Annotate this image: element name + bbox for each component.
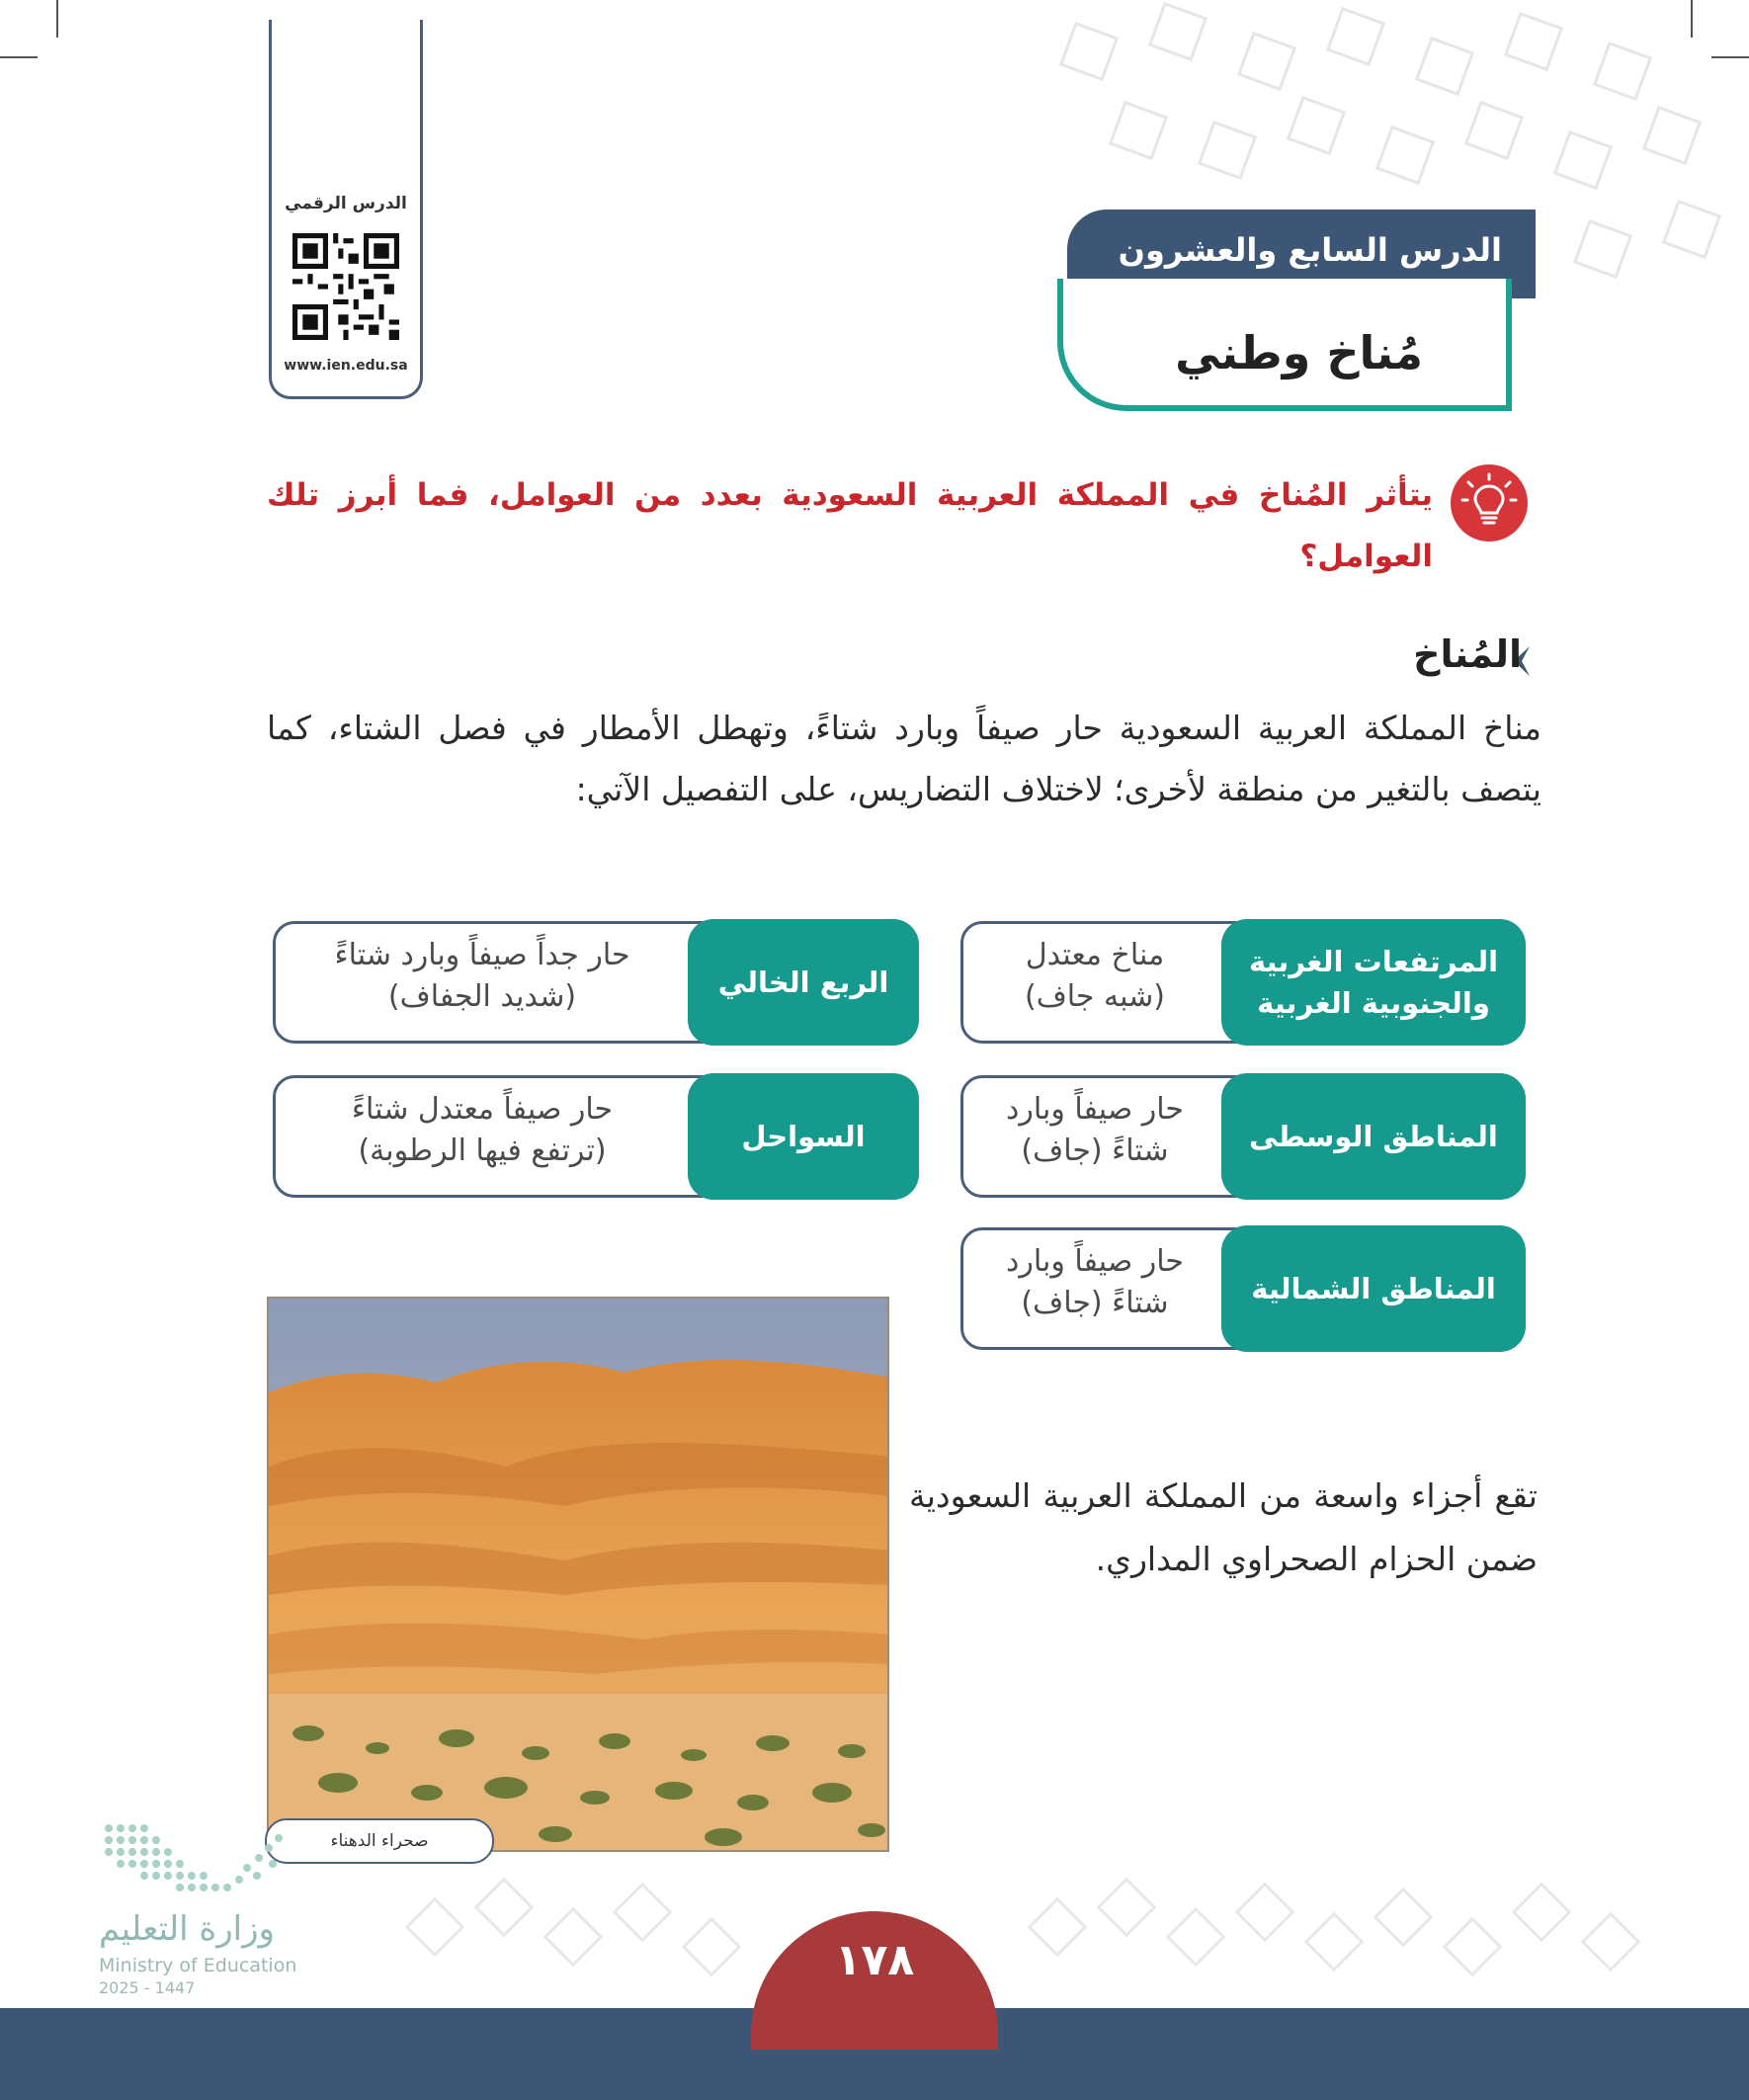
warmup-question: يتأثر المُناخ في المملكة العربية السعودية بعدد من العوامل، فما أبرز تلك العوامل؟ [267, 477, 1433, 574]
digital-lesson-label: الدرس الرقمي [285, 194, 407, 213]
desert-belt-text: تقع أجزاء واسعة من المملكة العربية السعودية ضمن الحزام الصحراوي المداري. [909, 1476, 1538, 1578]
region-label-western-highlands: المرتفعات الغربية والجنوبية الغربية [1221, 919, 1526, 1046]
region-desc-empty-quarter: حار جداً صيفاً وبارد شتاءً (شديد الجفاف) [334, 938, 630, 1014]
climate-paragraph: مناخ المملكة العربية السعودية حار صيفاً وبارد شتاءً، وتهطل الأمطار في فصل الشتاء، كما يتصف بالتغير من منطقة لأخرى؛ لاختلاف التضاريس، على التفصيل الآتي: [267, 709, 1541, 808]
crop-mark [56, 0, 58, 38]
section-heading: المُناخ [1413, 632, 1522, 676]
ministry-name-ar: وزارة التعليم [99, 1909, 275, 1949]
region-desc-central: حار صيفاً وبارد شتاءً (جاف) [1006, 1092, 1184, 1168]
region-label-coasts: السواحل [688, 1073, 919, 1200]
ministry-year: 2025 - 1447 [99, 1978, 196, 1997]
region-desc-coasts: حار صيفاً معتدل شتاءً (ترتفع فيها الرطوبة) [351, 1092, 614, 1168]
page-number: ١٧٨ [834, 1935, 915, 1985]
region-label-empty-quarter: الربع الخالي [688, 919, 919, 1046]
desert-illustration [269, 1299, 889, 1852]
desert-photo [267, 1297, 889, 1852]
region-desc-western-highlands: مناخ معتدل (شبه جاف) [1024, 938, 1165, 1014]
lightbulb-icon [1451, 464, 1528, 542]
region-desc-northern: حار صيفاً وبارد شتاءً (جاف) [1006, 1244, 1184, 1320]
qr-code-icon[interactable] [292, 233, 399, 340]
website-url[interactable]: www.ien.edu.sa [284, 358, 408, 374]
crop-mark [0, 56, 38, 58]
lesson-title: مُناخ وطني [1175, 326, 1423, 379]
photo-caption: صحراء الدهناء [265, 1818, 494, 1864]
lesson-number: الدرس السابع والعشرون [1118, 231, 1502, 269]
ministry-name-en: Ministry of Education [99, 1955, 297, 1976]
region-label-northern: المناطق الشمالية [1221, 1225, 1526, 1352]
region-label-central: المناطق الوسطى [1221, 1073, 1526, 1200]
ministry-logo [99, 1818, 316, 1917]
